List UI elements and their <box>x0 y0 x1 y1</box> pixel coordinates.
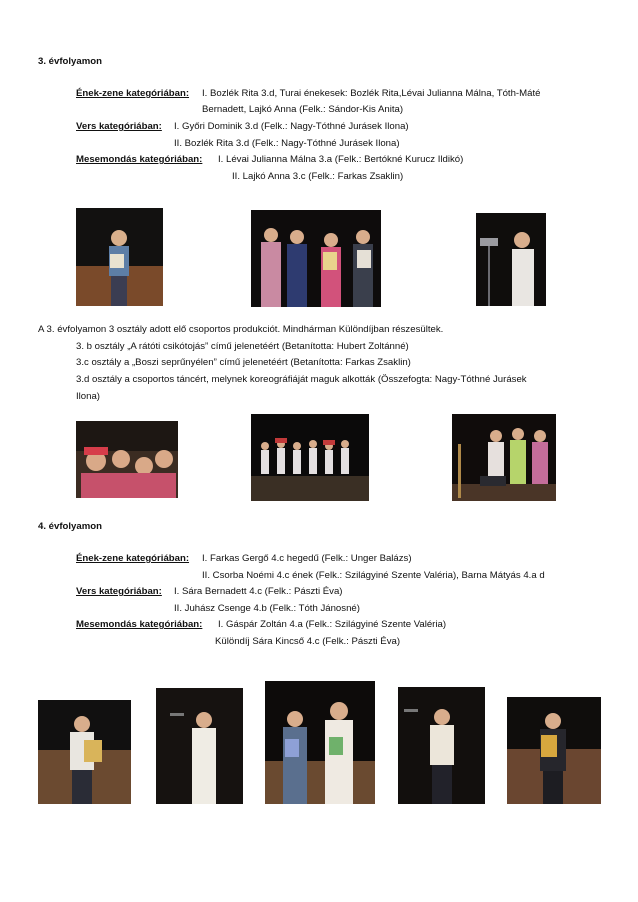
grade3-poem-label: Vers kategóriában: <box>76 121 162 132</box>
grade3-music-line1: I. Bozlék Rita 3.d, Turai énekesek: Bozlék Rita,Lévai Julianna Málna, Tóth-Máté <box>202 88 541 99</box>
grade3-group-c: 3.c osztály a „Boszi seprűnyélen” című jelenetéért (Betanította: Farkas Zsaklin) <box>76 357 411 368</box>
grade3-music-line2: Bernadett, Lajkó Anna (Felk.: Sándor-Kis Anita) <box>202 104 404 115</box>
photo-two-girls-books <box>265 681 375 804</box>
grade4-music-line1: I. Farkas Gergő 4.c hegedű (Felk.: Unger Balázs) <box>202 553 412 564</box>
grade4-poem-label: Vers kategóriában: <box>76 586 162 597</box>
grade4-poem-line2: II. Juhász Csenge 4.b (Felk.: Tóth Jánosné) <box>174 603 360 614</box>
photo-stage-dance <box>251 414 369 501</box>
grade3-tale-line1: I. Lévai Julianna Málna 3.a (Felk.: Bertókné Kurucz Ildikó) <box>218 154 464 165</box>
grade3-poem-line2: II. Bozlék Rita 3.d (Felk.: Nagy-Tóthné Jurásek Ilona) <box>174 138 400 149</box>
photo-boy-with-book-4 <box>38 700 131 804</box>
grade4-music-label: Ének-zene kategóriában: <box>76 553 190 564</box>
photo-boy-with-book <box>76 208 163 306</box>
photo-girl-singing <box>156 688 243 804</box>
photo-girl-reciting <box>476 213 546 306</box>
grade3-group-d-line2: Ilona) <box>76 391 100 402</box>
photo-boy-storyteller <box>507 697 601 804</box>
grade3-group-d-line1: 3.d osztály a csoportos táncért, melynek koreográfiáját maguk alkották (Összefogta: Nagy-Tóthné Jurásek <box>76 374 527 385</box>
grade4-tale-line1: I. Gáspár Zoltán 4.a (Felk.: Szilágyiné Szente Valéria) <box>218 619 447 630</box>
photo-girl-reciting-4 <box>398 687 485 804</box>
grade4-tale-label: Mesemondás kategóriában: <box>76 619 203 630</box>
photo-four-girls <box>251 210 381 307</box>
grade4-music-line2: II. Csorba Noémi 4.c ének (Felk.: Szilágyiné Szente Valéria), Barna Mátyás 4.a d <box>202 570 545 581</box>
grade3-music-label: Ének-zene kategóriában: <box>76 88 190 99</box>
grade3-heading: 3. évfolyamon <box>38 56 102 67</box>
grade4-heading: 4. évfolyamon <box>38 521 102 532</box>
grade3-group-b: 3. b osztály „A rátóti csikótojás” című jelenetéért (Betanította: Hubert Zoltánné) <box>76 341 409 352</box>
grade4-tale-line2: Különdíj Sára Kincső 4.c (Felk.: Pászti Éva) <box>215 636 401 647</box>
grade3-poem-line1: I. Győri Dominik 3.d (Felk.: Nagy-Tóthné Jurásek Ilona) <box>174 121 409 132</box>
photo-witch-play <box>452 414 556 501</box>
grade4-poem-line1: I. Sára Bernadett 4.c (Felk.: Pászti Éva) <box>174 586 343 597</box>
photo-class-group-crowd <box>76 421 178 498</box>
grade3-tale-label: Mesemondás kategóriában: <box>76 154 203 165</box>
grade3-tale-line2: II. Lajkó Anna 3.c (Felk.: Farkas Zsaklin) <box>232 171 404 182</box>
grade3-group-intro: A 3. évfolyamon 3 osztály adott elő csoportos produkciót. Mindhárman Különdíjban részesültek. <box>38 324 444 335</box>
